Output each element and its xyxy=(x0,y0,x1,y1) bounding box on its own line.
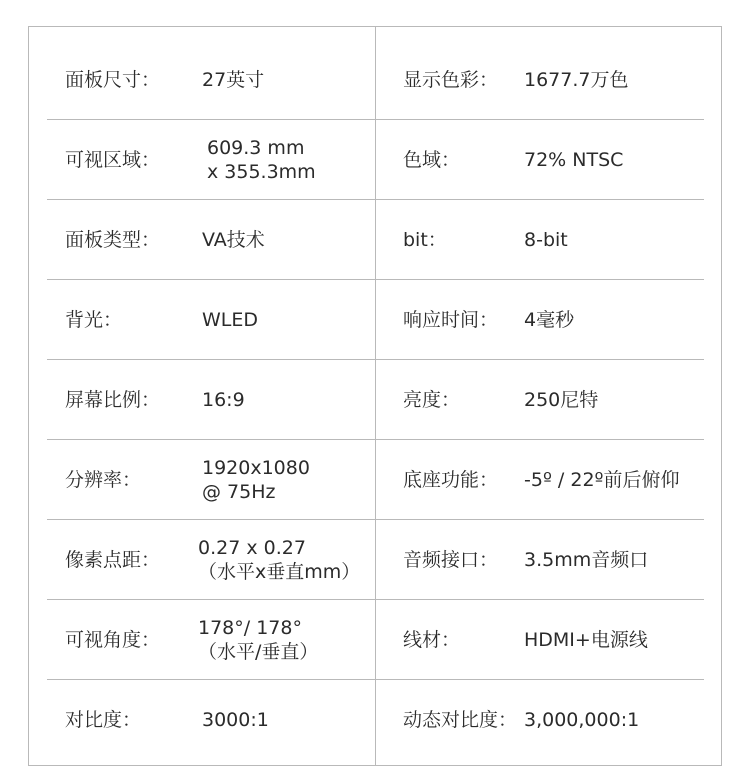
spec-row xyxy=(47,40,704,120)
spec-label: 屏幕比例： xyxy=(65,388,161,411)
spec-row xyxy=(47,680,704,760)
spec-label: 底座功能： xyxy=(403,468,499,491)
spec-value: 8-bit xyxy=(524,228,568,251)
spec-value-line: （水平x垂直mm） xyxy=(198,560,361,583)
spec-row xyxy=(47,520,704,600)
spec-value: 3000:1 xyxy=(202,708,269,731)
spec-label: 色域： xyxy=(403,148,461,171)
spec-value xyxy=(202,440,382,519)
spec-value-line: 0.27 x 0.27 xyxy=(198,536,306,559)
spec-value-line: （水平/垂直） xyxy=(198,640,319,663)
spec-label: 对比度： xyxy=(65,708,142,731)
spec-value: HDMI+电源线 xyxy=(524,628,648,651)
spec-value: 250尼特 xyxy=(524,388,599,411)
spec-label: 背光： xyxy=(65,308,123,331)
spec-row xyxy=(47,600,704,680)
spec-value: WLED xyxy=(202,308,259,331)
spec-value xyxy=(198,600,378,679)
spec-label: 可视区域： xyxy=(65,148,161,171)
spec-row xyxy=(47,360,704,440)
spec-label: bit： xyxy=(403,228,447,251)
spec-value: 4毫秒 xyxy=(524,308,575,331)
spec-value-line: 609.3 mm xyxy=(207,136,305,159)
spec-label: 像素点距： xyxy=(65,548,161,571)
spec-value: 1677.7万色 xyxy=(524,68,629,91)
spec-label: 面板尺寸： xyxy=(65,68,161,91)
spec-row xyxy=(47,120,704,200)
spec-value: -5º / 22º前后俯仰 xyxy=(524,468,680,491)
spec-label: 可视角度： xyxy=(65,628,161,651)
spec-label: 面板类型： xyxy=(65,228,161,251)
spec-value: VA技术 xyxy=(202,228,265,251)
spec-value: 3.5mm音频口 xyxy=(524,548,649,571)
spec-value-line: @ 75Hz xyxy=(202,480,276,503)
spec-row xyxy=(47,200,704,280)
spec-value-line: x 355.3mm xyxy=(207,160,316,183)
spec-value: 27英寸 xyxy=(202,68,265,91)
spec-row xyxy=(47,440,704,520)
spec-value: 16:9 xyxy=(202,388,245,411)
spec-label: 线材： xyxy=(403,628,461,651)
spec-value xyxy=(198,520,378,599)
spec-value-line: 1920x1080 xyxy=(202,456,310,479)
spec-value: 3,000,000:1 xyxy=(524,708,640,731)
spec-label: 音频接口： xyxy=(403,548,499,571)
spec-value-line: 178°/ 178° xyxy=(198,616,302,639)
spec-row xyxy=(47,280,704,360)
spec-label: 动态对比度： xyxy=(403,708,518,731)
spec-label: 显示色彩： xyxy=(403,68,499,91)
spec-value xyxy=(207,120,387,199)
spec-value: 72% NTSC xyxy=(524,148,624,171)
spec-label: 分辨率： xyxy=(65,468,142,491)
spec-label: 响应时间： xyxy=(403,308,499,331)
spec-label: 亮度： xyxy=(403,388,461,411)
